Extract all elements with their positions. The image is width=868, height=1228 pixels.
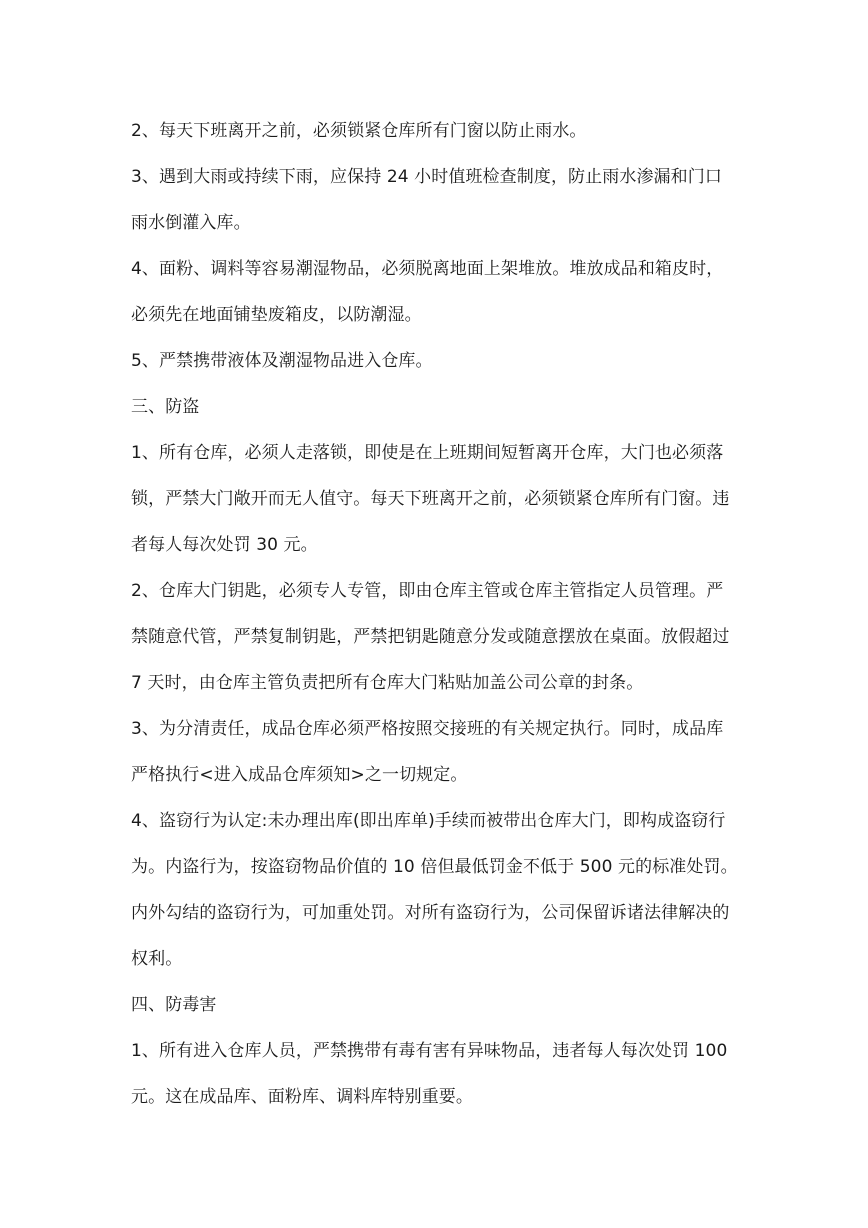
text-line: 雨水倒灌入库。	[131, 213, 251, 233]
text-line: 5、严禁携带液体及潮湿物品进入仓库。	[131, 351, 433, 371]
text-line: 必须先在地面铺垫废箱皮，以防潮湿。	[131, 305, 422, 325]
text-line: 权利。	[131, 949, 183, 969]
text-line: 3、遇到大雨或持续下雨，应保持 24 小时值班检查制度，防止雨水渗漏和门口	[131, 167, 722, 187]
text-line: 者每人每次处罚 30 元。	[131, 535, 318, 555]
text-line: 7 天时，由仓库主管负责把所有仓库大门粘贴加盖公司公章的封条。	[131, 673, 644, 693]
section-heading: 三、防盗	[131, 397, 200, 417]
text-line: 1、所有仓库，必须人走落锁，即使是在上班期间短暂离开仓库，大门也必须落	[131, 443, 724, 463]
section-heading: 四、防毒害	[131, 995, 217, 1015]
text-line: 1、所有进入仓库人员，严禁携带有毒有害有异味物品，违者每人每次处罚 100	[131, 1041, 728, 1061]
document-body	[131, 108, 751, 1120]
text-line: 3、为分清责任，成品仓库必须严格按照交接班的有关规定执行。同时，成品库	[131, 719, 724, 739]
text-line: 锁，严禁大门敞开而无人值守。每天下班离开之前，必须锁紧仓库所有门窗。违	[131, 489, 730, 509]
text-line: 禁随意代管，严禁复制钥匙，严禁把钥匙随意分发或随意摆放在桌面。放假超过	[131, 627, 730, 647]
text-line: 元。这在成品库、面粉库、调料库特别重要。	[131, 1087, 473, 1107]
text-line: 4、面粉、调料等容易潮湿物品，必须脱离地面上架堆放。堆放成品和箱皮时，	[131, 259, 724, 279]
text-line: 内外勾结的盗窃行为，可加重处罚。对所有盗窃行为，公司保留诉诸法律解决的	[131, 903, 730, 923]
text-line: 为。内盗行为，按盗窃物品价值的 10 倍但最低罚金不低于 500 元的标准处罚。	[131, 857, 738, 877]
text-line: 严格执行<进入成品仓库须知>之一切规定。	[131, 765, 468, 785]
text-line: 4、盗窃行为认定:未办理出库(即出库单)手续而被带出仓库大门，即构成盗窃行	[131, 811, 726, 831]
text-line: 2、仓库大门钥匙，必须专人专管，即由仓库主管或仓库主管指定人员管理。严	[131, 581, 724, 601]
text-line: 2、每天下班离开之前，必须锁紧仓库所有门窗以防止雨水。	[131, 121, 587, 141]
